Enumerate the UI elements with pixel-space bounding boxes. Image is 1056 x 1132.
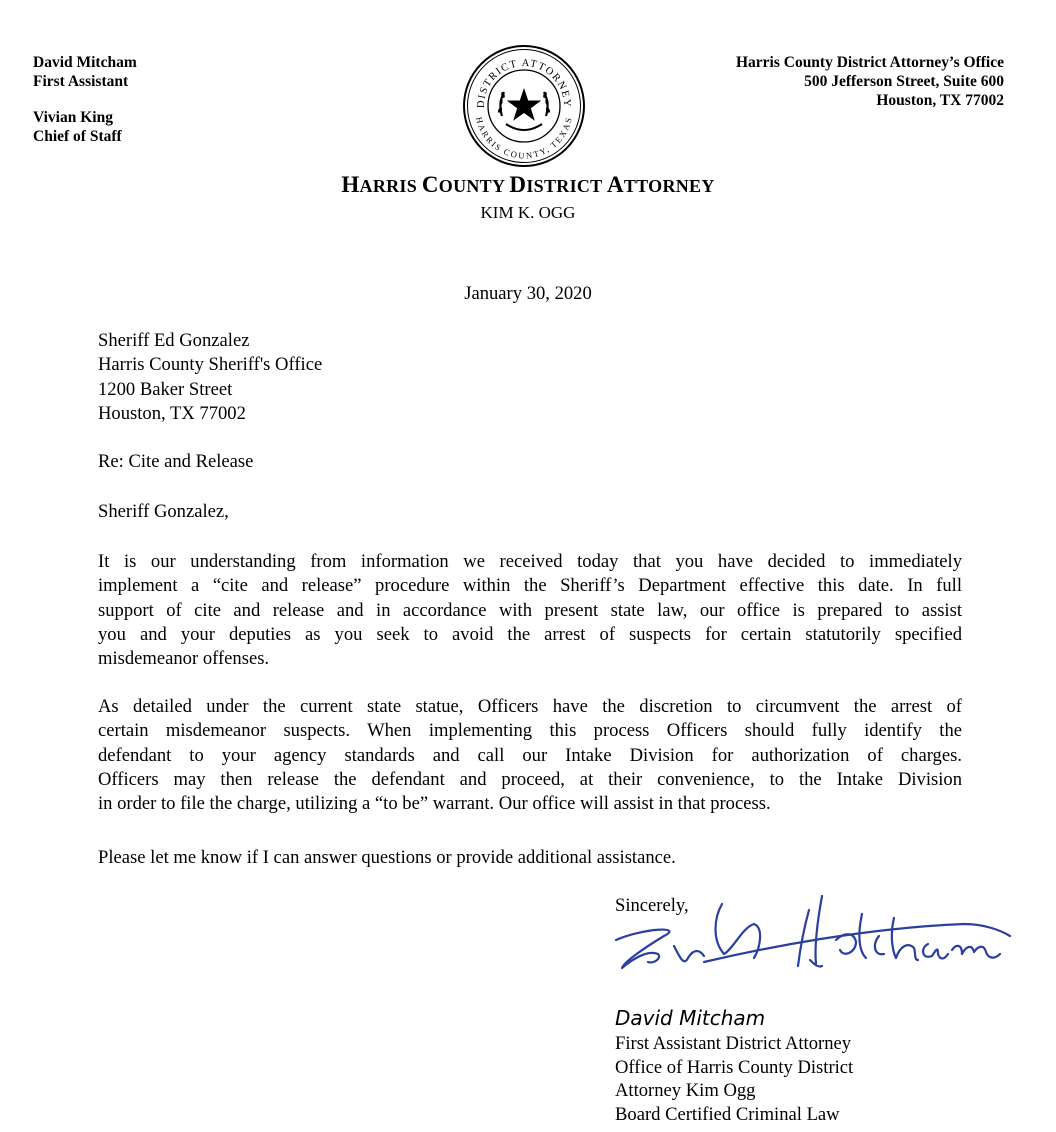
chief-of-staff-title: Chief of Staff bbox=[33, 128, 122, 145]
signatory-title-line: Board Certified Criminal Law bbox=[615, 1103, 840, 1125]
title-a: A bbox=[606, 172, 624, 197]
paragraph-line: support of cite and release and in accordance with present state law, our office is prepared to assist bbox=[98, 599, 962, 621]
letterhead-title bbox=[0, 172, 1056, 198]
recipient-line: Harris County Sheriff's Office bbox=[98, 354, 323, 376]
seal-top-text: DISTRICT ATTORNEY bbox=[475, 57, 573, 109]
paragraph-line: defendant to your agency standards and call our Intake Division for authorization of charges. bbox=[98, 744, 962, 766]
office-city: Houston, TX 77002 bbox=[876, 92, 1004, 109]
signatory-titles bbox=[615, 1032, 853, 1126]
handwritten-signature-icon bbox=[604, 888, 1024, 992]
title-istrict: ISTRICT bbox=[526, 176, 607, 196]
recipient-address bbox=[98, 329, 322, 426]
signatory-title-line: Attorney Kim Ogg bbox=[615, 1080, 756, 1102]
recipient-line: 1200 Baker Street bbox=[98, 378, 233, 400]
district-attorney-seal-icon bbox=[462, 44, 586, 168]
paragraph-line: in order to file the charge, utilizing a “to be” warrant. Our office will assist in that process. bbox=[98, 793, 771, 815]
recipient-line: Houston, TX 77002 bbox=[98, 402, 246, 424]
signatory-title-line: First Assistant District Attorney bbox=[615, 1033, 852, 1054]
paragraph-line: certain misdemeanor suspects. When implementing this process Officers should fully identify the bbox=[98, 720, 962, 742]
paragraph-line: It is our understanding from information we received today that you have decided to immediately bbox=[98, 551, 962, 572]
header-right bbox=[736, 53, 1004, 110]
title-d: D bbox=[509, 172, 527, 197]
paragraph-3: Please let me know if I can answer questions or provide additional assistance. bbox=[98, 847, 676, 868]
paragraph-line: misdemeanor offenses. bbox=[98, 648, 270, 670]
title-c: C bbox=[421, 172, 439, 197]
seal-bottom-text: HARRIS COUNTY, TEXAS bbox=[474, 115, 574, 161]
paragraph-1 bbox=[98, 550, 962, 671]
paragraph-line: As detailed under the current state statue, Officers have the discretion to circumvent the arrest of bbox=[98, 696, 962, 717]
first-assistant-title: First Assistant bbox=[33, 73, 129, 90]
letterhead-subtitle: KIM K. OGG bbox=[480, 203, 576, 222]
paragraph-line: you and your deputies as you seek to avoid the arrest of suspects for certain statutorily specified bbox=[98, 623, 962, 645]
first-assistant-name: David Mitcham bbox=[33, 54, 137, 71]
paragraph-2 bbox=[98, 695, 962, 816]
paragraph-line: Officers may then release the defendant and proceed, at their convenience, to the Intake Division bbox=[98, 768, 962, 790]
title-ttorney: TTORNEY bbox=[623, 176, 715, 196]
signatory-name: David Mitcham bbox=[615, 1006, 766, 1030]
letter-date: January 30, 2020 bbox=[464, 283, 592, 304]
recipient-line: Sheriff Ed Gonzalez bbox=[98, 330, 250, 351]
signatory-title-line: Office of Harris County District bbox=[615, 1056, 854, 1078]
chief-of-staff-name: Vivian King bbox=[33, 109, 113, 126]
closing: Sincerely, bbox=[615, 895, 689, 916]
salutation: Sheriff Gonzalez, bbox=[98, 501, 229, 522]
office-street: 500 Jefferson Street, Suite 600 bbox=[804, 73, 1004, 90]
office-name: Harris County District Attorney’s Office bbox=[735, 54, 1004, 71]
header-left bbox=[33, 53, 137, 146]
title-ounty: OUNTY bbox=[438, 176, 510, 196]
title-h: H bbox=[341, 172, 360, 197]
title-arris: ARRIS bbox=[359, 176, 422, 196]
paragraph-line: implement a “cite and release” procedure within the Sheriff’s Department effective this date. In full bbox=[98, 575, 962, 597]
subject-line: Re: Cite and Release bbox=[98, 451, 254, 472]
